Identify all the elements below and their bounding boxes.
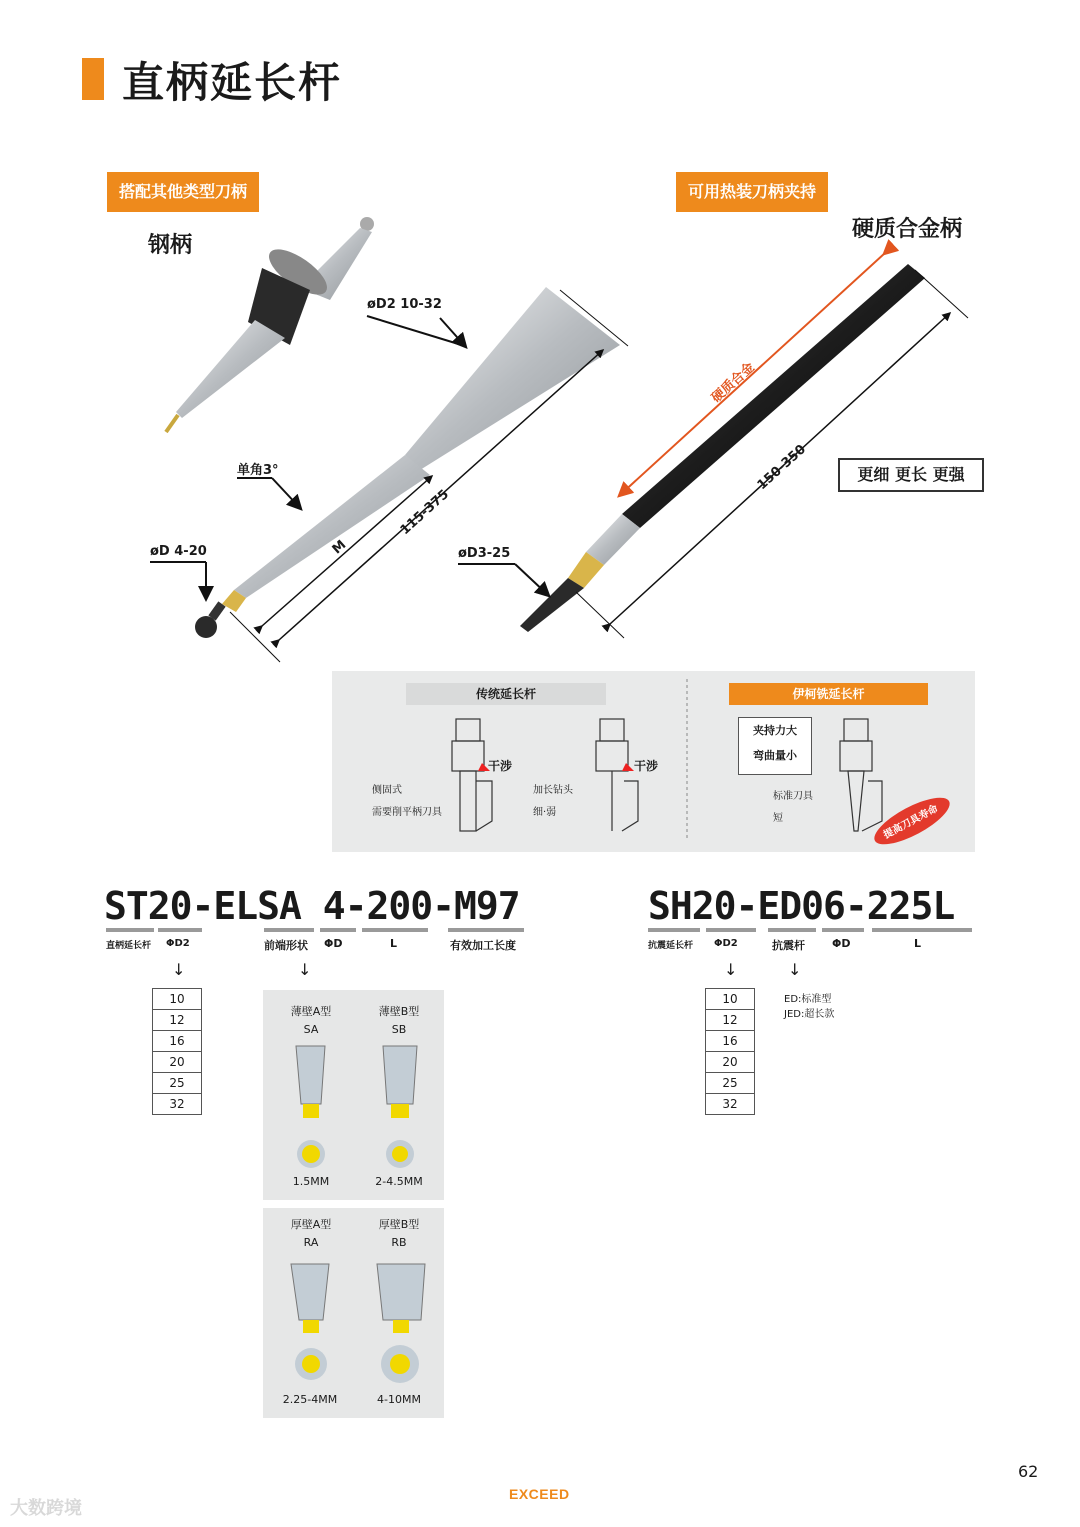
dim-length: 115-375 <box>397 486 453 539</box>
material-label: 硬质合金 <box>709 360 758 406</box>
seg-line <box>648 928 700 932</box>
code-right: SH20-ED06-225L <box>648 884 955 928</box>
right-label: 硬质合金柄 <box>852 217 963 242</box>
shape-sb <box>383 1046 417 1168</box>
size-cell: 32 <box>153 1094 202 1115</box>
seg-line <box>448 928 524 932</box>
exceed-title: 伊柯铣延长杆 <box>729 683 928 705</box>
d2-size-table-left <box>152 988 202 1115</box>
shape-range-ra: 2.25-4MM <box>282 1393 338 1406</box>
advantage-box <box>738 717 812 775</box>
label-right-3: ΦD <box>832 937 851 950</box>
shape-rb <box>377 1264 425 1383</box>
arrow-down-icon: ↓ <box>172 960 186 979</box>
seg-line <box>320 928 356 932</box>
tool-life-badge: 提高刀具寿命 <box>881 803 941 842</box>
type-note-jed: JED:超长款 <box>784 1009 835 1020</box>
arrow-down-icon: ↓ <box>298 960 312 979</box>
code-left: ST20-ELSA 4-200-M97 <box>104 884 520 928</box>
label-left-1: ΦD2 <box>166 938 190 949</box>
shape-code-sa: SA <box>303 1023 319 1036</box>
size-cell: 12 <box>153 1010 202 1031</box>
dim-angle: 单角3° <box>237 463 279 478</box>
left-label: 钢柄 <box>148 233 193 258</box>
traditional-title: 传统延长杆 <box>406 683 606 705</box>
need-flat-label: 需要削平柄刀具 <box>372 807 442 818</box>
bend-small-label: 弯曲量小 <box>753 749 797 762</box>
label-right-1: ΦD2 <box>714 938 738 949</box>
shape-code-rb: RB <box>391 1236 407 1249</box>
seg-line <box>158 928 202 932</box>
left-tag: 搭配其他类型刀柄 <box>107 172 259 212</box>
watermark: 大数跨境 <box>10 1498 82 1519</box>
label-right-0: 抗震延长杆 <box>648 941 694 951</box>
page-number: 62 <box>1018 1462 1039 1481</box>
shape-code-ra: RA <box>303 1236 319 1249</box>
size-cell: 16 <box>706 1031 755 1052</box>
interference-label-2: 干涉 <box>634 759 659 773</box>
thin-weak-label: 细·弱 <box>533 807 557 818</box>
label-left-0: 直柄延长杆 <box>106 941 152 951</box>
size-cell: 32 <box>706 1094 755 1115</box>
type-note-ed: ED:标准型 <box>784 994 832 1005</box>
slogan-box: 更细 更长 更强 <box>838 458 984 492</box>
size-cell: 25 <box>706 1073 755 1094</box>
short-label: 短 <box>773 813 783 824</box>
seg-line <box>362 928 428 932</box>
size-cell: 25 <box>153 1073 202 1094</box>
arrow-down-icon: ↓ <box>788 960 802 979</box>
seg-line <box>106 928 154 932</box>
label-left-5: 有效加工长度 <box>450 939 516 952</box>
right-tag: 可用热装刀柄夹持 <box>676 172 828 212</box>
label-left-4: L <box>390 937 398 950</box>
long-drill-label: 加长钻头 <box>533 785 573 796</box>
shape-diagrams <box>263 990 444 1420</box>
clamp-force-label: 夹持力大 <box>753 724 797 737</box>
seg-line <box>872 928 972 932</box>
shape-range-rb: 4-10MM <box>377 1393 421 1406</box>
size-cell: 10 <box>706 989 755 1010</box>
seg-line <box>768 928 816 932</box>
dim-d3: øD3-25 <box>458 546 511 561</box>
carbide-length: 150-350 <box>754 441 810 494</box>
side-lock-label: 侧固式 <box>372 785 402 796</box>
seg-line <box>822 928 864 932</box>
size-cell: 12 <box>706 1010 755 1031</box>
shape-code-sb: SB <box>391 1023 407 1036</box>
brand-logo: EXCEED <box>509 1486 570 1502</box>
shape-range-sb: 2-4.5MM <box>375 1175 423 1188</box>
label-right-4: L <box>914 937 922 950</box>
interference-label-1: 干涉 <box>488 759 513 773</box>
seg-line <box>706 928 756 932</box>
shape-sa <box>296 1046 325 1168</box>
shape-ra <box>291 1264 329 1380</box>
shape-name-sb: 薄壁B型 <box>378 1005 420 1018</box>
label-right-2: 抗震杆 <box>772 939 805 952</box>
small-holder-image <box>166 217 374 432</box>
shape-name-sa: 薄壁A型 <box>290 1005 332 1018</box>
shape-range-sa: 1.5MM <box>292 1175 330 1188</box>
dim-d: øD 4-20 <box>150 544 207 559</box>
size-cell: 20 <box>706 1052 755 1073</box>
page-title: 直柄延长杆 <box>122 58 343 107</box>
label-left-2: 前端形状 <box>264 939 308 952</box>
size-cell: 20 <box>153 1052 202 1073</box>
size-cell: 16 <box>153 1031 202 1052</box>
dim-d2: øD2 10-32 <box>367 297 442 312</box>
d2-size-table-right <box>705 988 755 1115</box>
seg-line <box>264 928 314 932</box>
std-tool-label: 标准刀具 <box>773 791 813 802</box>
shape-name-rb: 厚壁B型 <box>378 1218 420 1231</box>
label-left-3: ΦD <box>324 937 343 950</box>
dim-m: M <box>329 537 350 558</box>
size-cell: 10 <box>153 989 202 1010</box>
shape-name-ra: 厚壁A型 <box>290 1218 332 1231</box>
arrow-down-icon: ↓ <box>724 960 738 979</box>
